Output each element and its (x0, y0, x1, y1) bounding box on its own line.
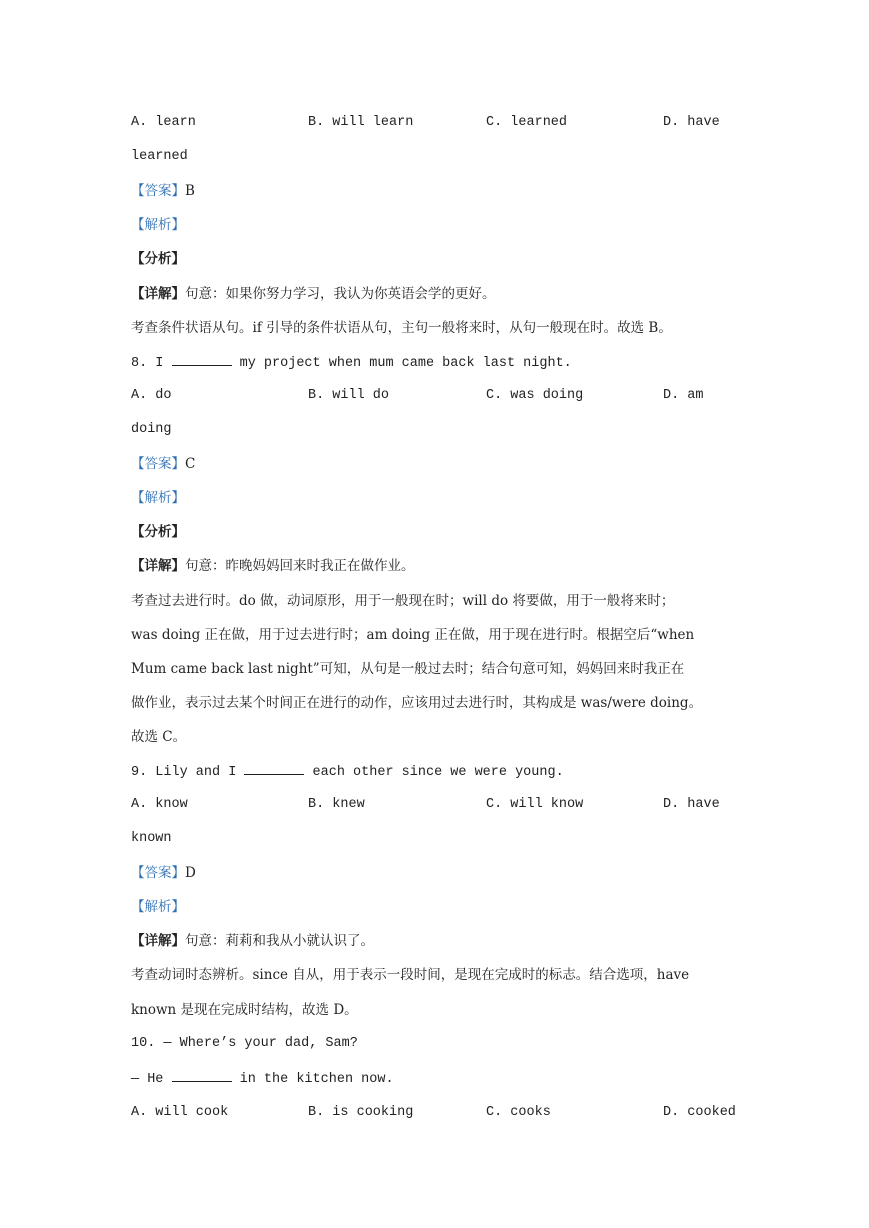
q8-explanation-line: 故选 C。 (131, 729, 187, 745)
q7-option-b: B. will learn (308, 115, 414, 130)
q8-answer-label: 【答案】 (131, 456, 185, 472)
q8-option-wrap: doing (131, 422, 172, 437)
q8-blank (172, 353, 232, 366)
q8-explanation-line: 做作业，表示过去某个时间正在进行的动作，应该用过去进行时，其构成是 was/were doing。 (131, 695, 703, 711)
q8-question (131, 353, 572, 373)
q8-detail-label: 【详解】 (131, 558, 185, 574)
q7-answer (131, 182, 195, 200)
q8-detail-text: 句意：昨晚妈妈回来时我正在做作业。 (185, 558, 415, 574)
q8-option-b: B. will do (308, 388, 390, 403)
q8-explanation-line: 考查过去进行时。do 做，动词原形，用于一般现在时；will do 将要做，用于一般将来时； (131, 593, 675, 609)
q7-option-wrap: learned (131, 149, 188, 164)
q9-answer-label: 【答案】 (131, 865, 185, 881)
q10-option-b: B. is cooking (308, 1105, 414, 1120)
q9-detail (131, 932, 374, 950)
q7-detail-label: 【详解】 (131, 286, 185, 302)
q9-option-wrap: known (131, 831, 172, 846)
q9-option-a: A. know (131, 797, 188, 812)
q8-explanation-line: was doing 正在做，用于过去进行时；am doing 正在做，用于现在进行时。根据空后“when (131, 627, 695, 643)
q10-line2 (131, 1069, 394, 1089)
q8-rest: my project when mum came back last night. (239, 356, 572, 371)
q7-answer-value: B (185, 183, 195, 199)
q9-option-b: B. knew (308, 797, 365, 812)
q9-analysis-label: 【解析】 (131, 899, 185, 915)
q8-fenxi-label: 【分析】 (131, 524, 185, 540)
q10-option-c: C. cooks (486, 1105, 551, 1120)
q9-blank (244, 762, 304, 775)
q8-explanation-line: Mum came back last night”可知，从句是一般过去时；结合句意可知，妈妈回来时我正在 (131, 661, 685, 677)
q7-option-c: C. learned (486, 115, 568, 130)
q9-number: 9. Lily and I (131, 765, 237, 780)
q10-option-d: D. cooked (663, 1105, 736, 1120)
q9-detail-text: 句意：莉莉和我从小就认识了。 (185, 933, 374, 949)
q8-option-d: D. am (663, 388, 704, 403)
q7-option-d: D. have (663, 115, 720, 130)
q8-option-a: A. do (131, 388, 172, 403)
q9-explanation-line: known 是现在完成时结构，故选 D。 (131, 1002, 358, 1018)
q8-number: 8. I (131, 356, 164, 371)
q7-explanation: 考查条件状语从句。if 引导的条件状语从句，主句一般将来时，从句一般现在时。故选 B。 (131, 320, 672, 336)
q8-analysis-label: 【解析】 (131, 490, 185, 506)
q7-answer-label: 【答案】 (131, 183, 185, 199)
q9-answer (131, 864, 196, 882)
q7-fenxi-label: 【分析】 (131, 251, 185, 267)
q10-option-a: A. will cook (131, 1105, 229, 1120)
q9-answer-value: D (185, 865, 196, 881)
q9-rest: each other since we were young. (312, 765, 564, 780)
q10-line2-rest: in the kitchen now. (239, 1072, 394, 1087)
q10-line1: 10. — Where’s your dad, Sam? (131, 1036, 358, 1051)
q7-detail-text: 句意：如果你努力学习，我认为你英语会学的更好。 (185, 286, 496, 302)
q8-answer-value: C (185, 456, 196, 472)
q10-line2-start: — He (131, 1072, 164, 1087)
q9-option-c: C. will know (486, 797, 584, 812)
q7-option-a: A. learn (131, 115, 196, 130)
q8-option-c: C. was doing (486, 388, 584, 403)
q9-detail-label: 【详解】 (131, 933, 185, 949)
q9-option-d: D. have (663, 797, 720, 812)
q8-detail (131, 557, 415, 575)
q9-explanation-line: 考查动词时态辨析。since 自从，用于表示一段时间，是现在完成时的标志。结合选项，have (131, 967, 690, 983)
q10-blank (172, 1069, 232, 1082)
q7-analysis-label: 【解析】 (131, 217, 185, 233)
q9-question (131, 762, 564, 782)
q7-detail (131, 285, 496, 303)
q8-answer (131, 455, 195, 473)
